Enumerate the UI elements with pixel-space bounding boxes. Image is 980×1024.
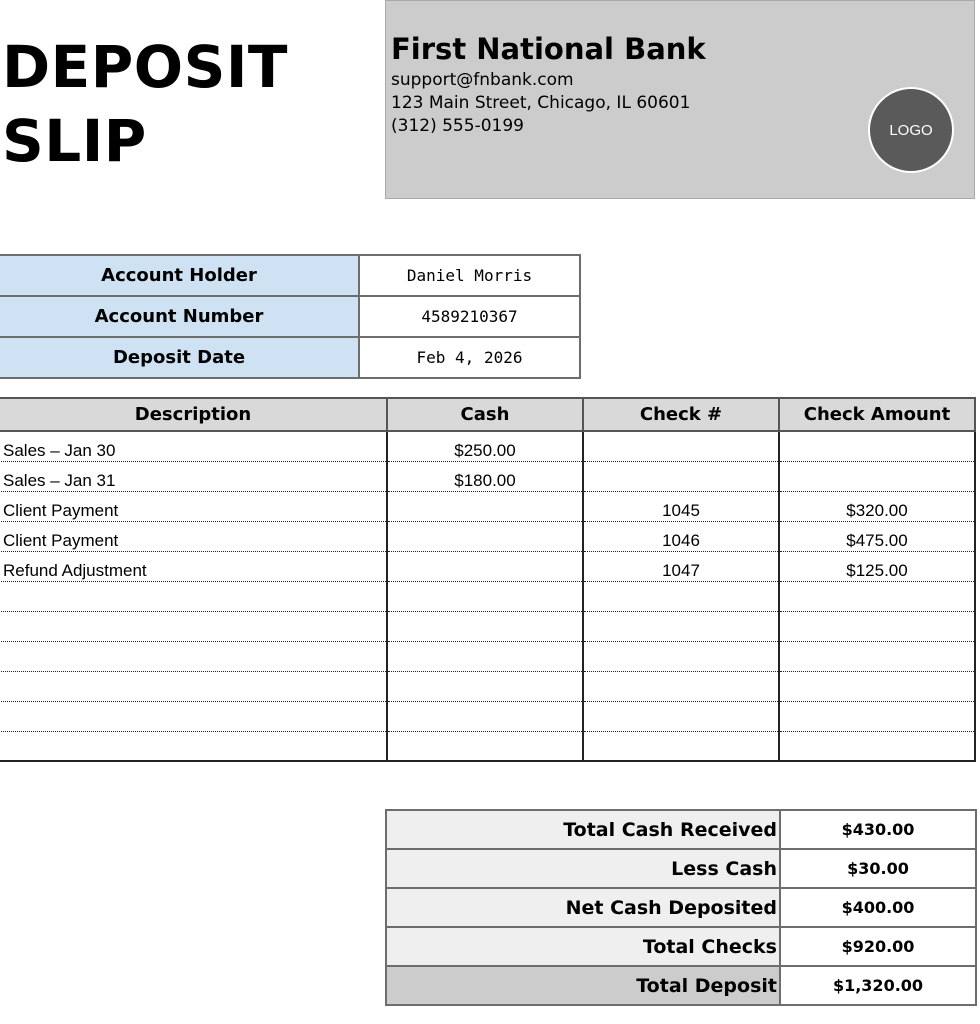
deposit-date-label: Deposit Date: [0, 337, 359, 378]
total-cash-received-label: Total Cash Received: [386, 810, 780, 849]
table-row: [0, 551, 975, 581]
total-deposit-row: [386, 966, 976, 1005]
bank-phone: (312) 555-0199: [391, 116, 524, 136]
item-cash: [387, 641, 583, 671]
item-description: Sales – Jan 31: [0, 461, 387, 491]
bank-logo: [868, 87, 954, 173]
item-check-number: 1045: [583, 491, 779, 521]
item-check-amount: $125.00: [779, 551, 975, 581]
item-cash: [387, 551, 583, 581]
total-deposit-label: Total Deposit: [386, 966, 780, 1005]
item-check-amount: [779, 581, 975, 611]
item-check-number: [583, 641, 779, 671]
totals-table: [385, 809, 977, 1006]
item-check-amount: [779, 731, 975, 761]
item-check-amount: [779, 461, 975, 491]
item-check-amount: $475.00: [779, 521, 975, 551]
less-cash-value: $30.00: [780, 849, 976, 888]
total-checks-row: [386, 927, 976, 966]
item-check-number: [583, 701, 779, 731]
item-check-number: [583, 581, 779, 611]
item-check-number: [583, 431, 779, 461]
less-cash-row: [386, 849, 976, 888]
less-cash-label: Less Cash: [386, 849, 780, 888]
item-description: Client Payment: [0, 491, 387, 521]
account-row: [0, 296, 580, 337]
net-cash-deposited-label: Net Cash Deposited: [386, 888, 780, 927]
header-check-amount: Check Amount: [779, 398, 975, 431]
item-description: [0, 701, 387, 731]
table-row: [0, 701, 975, 731]
item-check-amount: $320.00: [779, 491, 975, 521]
item-cash: [387, 671, 583, 701]
header-check-number: Check #: [583, 398, 779, 431]
item-description: [0, 671, 387, 701]
total-deposit-value: $1,320.00: [780, 966, 976, 1005]
account-info-table: [0, 254, 581, 379]
item-description: Client Payment: [0, 521, 387, 551]
total-cash-received-row: [386, 810, 976, 849]
item-description: [0, 581, 387, 611]
item-description: Sales – Jan 30: [0, 431, 387, 461]
bank-address: 123 Main Street, Chicago, IL 60601: [391, 93, 691, 113]
item-cash: [387, 611, 583, 641]
table-row: [0, 671, 975, 701]
bank-info-panel: [385, 0, 975, 199]
header-description: Description: [0, 398, 387, 431]
table-row: [0, 731, 975, 761]
table-row: [0, 641, 975, 671]
account-number-label: Account Number: [0, 296, 359, 337]
item-check-number: [583, 461, 779, 491]
slip-title-line2: SLIP: [2, 107, 147, 175]
item-check-number: 1046: [583, 521, 779, 551]
item-cash: [387, 581, 583, 611]
item-cash: [387, 701, 583, 731]
table-row: [0, 461, 975, 491]
item-description: [0, 641, 387, 671]
total-checks-value: $920.00: [780, 927, 976, 966]
table-row: [0, 431, 975, 461]
slip-title-line1: DEPOSIT: [2, 33, 288, 101]
account-number-value: 4589210367: [359, 296, 580, 337]
net-cash-deposited-value: $400.00: [780, 888, 976, 927]
total-cash-received-value: $430.00: [780, 810, 976, 849]
item-check-amount: [779, 641, 975, 671]
item-check-number: [583, 731, 779, 761]
item-check-amount: [779, 701, 975, 731]
item-cash: $180.00: [387, 461, 583, 491]
item-check-number: 1047: [583, 551, 779, 581]
item-description: [0, 731, 387, 761]
total-checks-label: Total Checks: [386, 927, 780, 966]
table-row: [0, 581, 975, 611]
item-description: [0, 611, 387, 641]
bank-email: support@fnbank.com: [391, 70, 574, 90]
header-cash: Cash: [387, 398, 583, 431]
account-row: [0, 255, 580, 296]
table-row: [0, 611, 975, 641]
item-description: Refund Adjustment: [0, 551, 387, 581]
slip-title: [2, 30, 288, 178]
item-check-number: [583, 671, 779, 701]
account-row: [0, 337, 580, 378]
table-row: [0, 491, 975, 521]
logo-text: LOGO: [889, 121, 933, 139]
account-holder-value: Daniel Morris: [359, 255, 580, 296]
items-header-row: [0, 398, 975, 431]
net-cash-deposited-row: [386, 888, 976, 927]
item-cash: [387, 731, 583, 761]
item-check-number: [583, 611, 779, 641]
bank-name: First National Bank: [391, 32, 706, 66]
item-cash: $250.00: [387, 431, 583, 461]
item-check-amount: [779, 671, 975, 701]
item-cash: [387, 521, 583, 551]
account-holder-label: Account Holder: [0, 255, 359, 296]
deposit-items-table: [0, 397, 976, 762]
deposit-date-value: Feb 4, 2026: [359, 337, 580, 378]
item-check-amount: [779, 431, 975, 461]
item-check-amount: [779, 611, 975, 641]
item-cash: [387, 491, 583, 521]
table-row: [0, 521, 975, 551]
